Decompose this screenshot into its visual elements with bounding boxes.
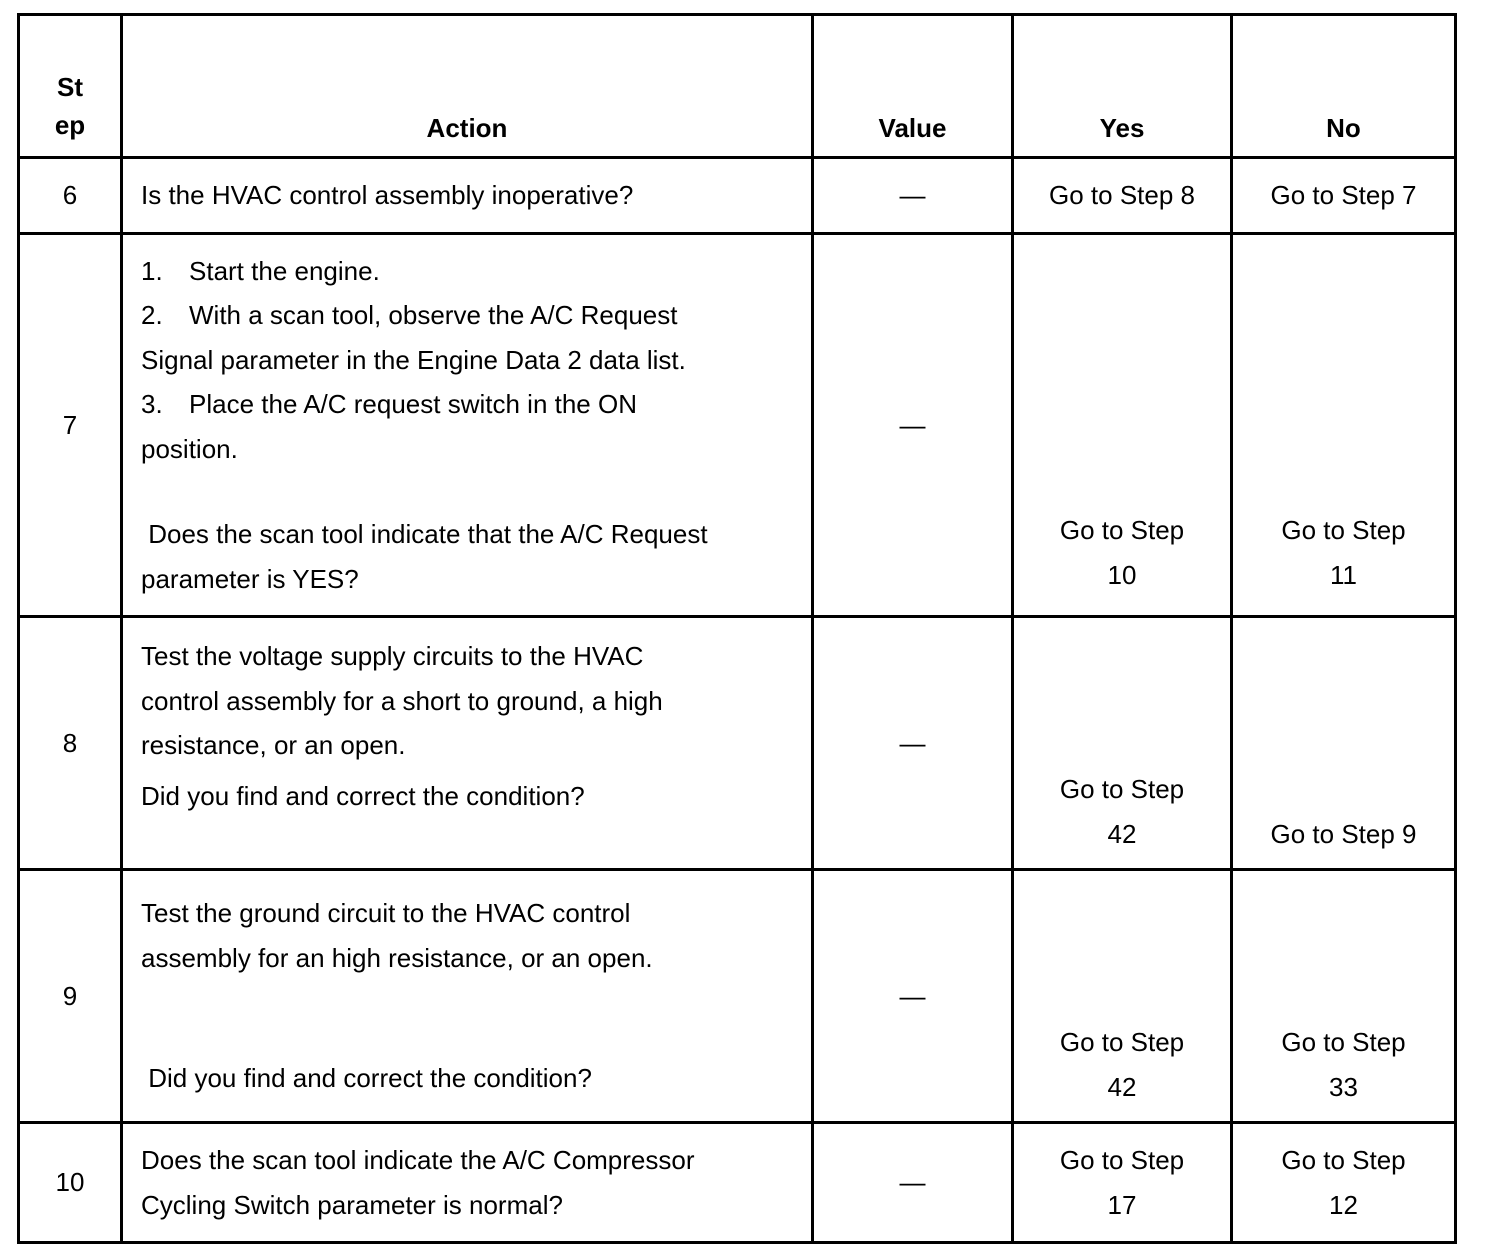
header-no: No — [1232, 15, 1456, 158]
action-question: Does the scan tool indicate that the A/C Request — [141, 519, 708, 550]
table-row — [19, 158, 1456, 234]
table-row — [19, 870, 1456, 1123]
yes-cell: Go to Step 10 — [1013, 234, 1232, 617]
action-question: parameter is YES? — [141, 563, 359, 594]
header-value: Value — [813, 15, 1013, 158]
table-row — [19, 617, 1456, 870]
action-item-continued: Signal parameter in the Engine Data 2 data list. — [141, 344, 686, 375]
action-item: 3. Place the A/C request switch in the ON — [141, 389, 637, 420]
value-cell: — — [813, 870, 1013, 1123]
action-question: Did you find and correct the condition? — [141, 1063, 592, 1094]
action-text: Is the HVAC control assembly inoperative? — [122, 158, 813, 234]
no-cell: Go to Step 7 — [1232, 158, 1456, 234]
table-header-row — [19, 15, 1456, 158]
action-item: 2. With a scan tool, observe the A/C Request — [141, 300, 678, 331]
yes-cell: Go to Step 42 — [1013, 870, 1232, 1123]
no-cell: Go to Step 11 — [1232, 234, 1456, 617]
step-number: 10 — [19, 1123, 122, 1243]
step-number: 6 — [19, 158, 122, 234]
value-cell: — — [813, 234, 1013, 617]
step-number: 7 — [19, 234, 122, 617]
value-cell: — — [813, 158, 1013, 234]
step-number: 8 — [19, 617, 122, 870]
action-question: Did you find and correct the condition? — [141, 780, 585, 811]
table-row — [19, 1123, 1456, 1243]
yes-cell: Go to Step 42 — [1013, 617, 1232, 870]
value-cell: — — [813, 1123, 1013, 1243]
diagnostic-table — [17, 13, 1457, 1244]
no-cell: Go to Step 33 — [1232, 870, 1456, 1123]
step-number: 9 — [19, 870, 122, 1123]
no-cell: Go to Step 12 — [1232, 1123, 1456, 1243]
action-text: Test the ground circuit to the HVAC control assembly for an high resistance, or an open. Did you find and correct the condition? — [122, 870, 813, 1123]
header-step: St ep — [19, 15, 122, 158]
table-row — [19, 234, 1456, 617]
header-yes: Yes — [1013, 15, 1232, 158]
action-text: Does the scan tool indicate the A/C Compressor Cycling Switch parameter is normal? — [122, 1123, 813, 1243]
action-text — [122, 234, 813, 617]
header-action: Action — [122, 15, 813, 158]
action-item-continued: position. — [141, 433, 238, 464]
action-item: 1. Start the engine. — [141, 255, 380, 286]
action-text: Test the voltage supply circuits to the HVAC control assembly for a short to ground, a high resistance, or an open. Did you find and correct the condition? — [122, 617, 813, 870]
yes-cell: Go to Step 17 — [1013, 1123, 1232, 1243]
no-cell: Go to Step 9 — [1232, 617, 1456, 870]
yes-cell: Go to Step 8 — [1013, 158, 1232, 234]
value-cell: — — [813, 617, 1013, 870]
